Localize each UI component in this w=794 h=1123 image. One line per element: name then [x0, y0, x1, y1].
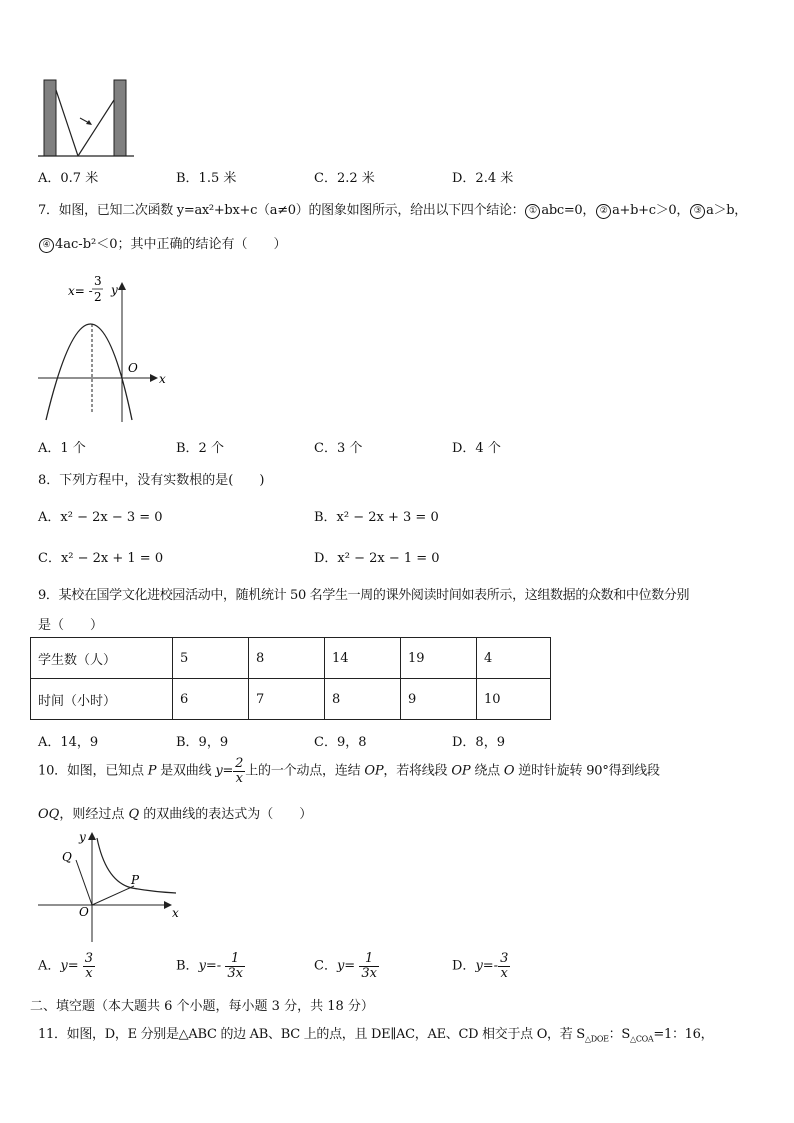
- q8-stem: 8．下列方程中，没有实数根的是( ): [38, 473, 265, 488]
- conclusion-3-text: a＞b，: [706, 203, 747, 218]
- table-cell: 4: [477, 638, 551, 679]
- q10-option-a: [38, 952, 95, 980]
- table-cell: 6: [173, 679, 249, 720]
- option-fraction: [498, 952, 510, 980]
- q7-symmetry-num: 3: [94, 274, 102, 288]
- q10-origin-label: O: [79, 905, 89, 919]
- fraction-numerator: 3: [84, 951, 94, 966]
- q7-stem: [38, 199, 747, 219]
- point-o-label: O: [503, 763, 515, 779]
- q10-option-d: [452, 952, 510, 980]
- q9-option-a: A．14，9: [38, 735, 99, 750]
- reading-time-table: [30, 637, 551, 720]
- fraction-numerator: 1: [231, 951, 240, 966]
- area-subscript-coa: △COA: [629, 1034, 654, 1044]
- q9-option-c: C．9，8: [314, 735, 367, 750]
- q6-option-a: A．0.7 米: [38, 171, 99, 186]
- q10-text-6: 逆时针旋转 90°得到线段: [518, 763, 660, 779]
- fraction-numerator: 2: [235, 756, 244, 771]
- point-p-label: P: [147, 763, 157, 779]
- q10-point-p: P: [131, 873, 140, 887]
- q10-text-1: 10．如图，已知点: [38, 763, 144, 779]
- segment-oq-label: OQ: [38, 807, 60, 822]
- table-cell: 8: [325, 679, 401, 720]
- option-fraction: [225, 952, 245, 980]
- q10-option-b: [176, 952, 245, 980]
- table-cell: 7: [249, 679, 325, 720]
- q7-option-a: A．1 个: [38, 441, 86, 456]
- q8-option-d: D．x² − 2x − 1 = 0: [314, 551, 440, 566]
- option-fraction: [359, 952, 379, 980]
- q10-text-4: ，若将线段: [383, 763, 448, 779]
- q10-option-c: [314, 952, 379, 980]
- q10-text-2: 是双曲线: [160, 763, 212, 779]
- option-letter: D．: [452, 958, 476, 974]
- conclusion-1-text: abc=0，: [541, 203, 596, 218]
- fraction-denominator: 3x: [361, 965, 377, 981]
- q6-option-b: B．1.5 米: [176, 171, 237, 186]
- q6-option-c: C．2.2 米: [314, 171, 375, 186]
- q9-option-b: B．9，9: [176, 735, 229, 750]
- fraction-denominator: 3x: [227, 965, 243, 981]
- conclusion-4-marker: ④: [39, 238, 54, 253]
- q11-text-2: ：S: [608, 1027, 630, 1042]
- q7-parabola-graph: [36, 268, 168, 424]
- table-cell: 9: [401, 679, 477, 720]
- q11-text-1: 11．如图，D，E 分别是△ABC 的边 AB、BC 上的点，且 DE∥AC，AE、CD 相交于点 O，若 S: [38, 1027, 585, 1042]
- table-cell: 19: [401, 638, 477, 679]
- fraction-numerator: 1: [365, 951, 374, 966]
- area-subscript-doe: △DOE: [584, 1034, 609, 1044]
- option-prefix: y=-: [198, 958, 222, 974]
- q10-stem-line2: [38, 803, 312, 822]
- table-cell: 5: [173, 638, 249, 679]
- hyperbola-fraction: [233, 757, 245, 785]
- q7-origin-label: O: [128, 361, 138, 375]
- option-prefix: y=: [60, 958, 79, 974]
- q7-symmetry-den: 2: [94, 290, 102, 304]
- table-row: [31, 638, 551, 679]
- q7-y-axis-label: y: [111, 283, 118, 297]
- option-letter: B．: [176, 958, 199, 974]
- q9-stem: 9．某校在国学文化进校园活动中，随机统计 50 名学生一周的课外阅读时间如表所示，这组数据的众数和中位数分别: [38, 588, 690, 603]
- option-prefix: y=: [336, 958, 356, 974]
- section-fill-in-heading: 二、填空题（本大题共 6 个小题，每小题 3 分，共 18 分）: [30, 999, 374, 1014]
- fraction-denominator: x: [498, 966, 510, 981]
- option-letter: A．: [38, 958, 61, 974]
- q7-option-c: C．3 个: [314, 441, 363, 456]
- conclusion-4-text: 4ac-b²＜0；其中正确的结论有（ ）: [55, 237, 287, 252]
- q10-text-5: 绕点: [474, 763, 500, 779]
- q9-option-d: D．8，9: [452, 735, 505, 750]
- conclusion-2-text: a+b+c＞0，: [612, 203, 690, 218]
- q10-hyperbola-graph: [36, 826, 184, 944]
- q10-stem: [38, 757, 660, 785]
- table-cell: 学生数（人）: [31, 638, 173, 679]
- q10-point-q: Q: [62, 850, 72, 864]
- q9-stem-line2: 是（ ）: [38, 618, 104, 633]
- conclusion-1-marker: ①: [525, 204, 540, 219]
- option-prefix: y=-: [475, 958, 499, 974]
- table-row: [31, 679, 551, 720]
- table-cell: 时间（小时）: [31, 679, 173, 720]
- q7-symmetry-prefix: x= -: [68, 284, 93, 298]
- segment-op-label-2: OP: [451, 763, 471, 779]
- hyperbola-y-eq: y=: [215, 763, 234, 779]
- segment-op-label: OP: [364, 763, 384, 779]
- table-cell: 10: [477, 679, 551, 720]
- fraction-numerator: 3: [500, 951, 509, 966]
- point-q-label: Q: [128, 807, 140, 822]
- conclusion-2-marker: ②: [596, 204, 611, 219]
- option-fraction: [83, 952, 95, 980]
- fraction-denominator: x: [233, 771, 245, 786]
- q8-option-c: C．x² − 2x + 1 = 0: [38, 551, 164, 566]
- table-cell: 14: [325, 638, 401, 679]
- q11-stem: [38, 1023, 713, 1044]
- q10-y-axis-label: y: [79, 830, 86, 844]
- conclusion-3-marker: ③: [690, 204, 705, 219]
- q7-option-d: D．4 个: [452, 441, 501, 456]
- q7-option-b: B．2 个: [176, 441, 224, 456]
- q10-x-axis-label: x: [172, 906, 179, 920]
- q11-text-3: =1：16，: [653, 1027, 714, 1042]
- q7-x-axis-label: x: [159, 372, 166, 386]
- q10-text-3: 上的一个动点，连结: [245, 763, 361, 779]
- fraction-denominator: x: [83, 966, 95, 981]
- q8-option-b: B．x² − 2x + 3 = 0: [314, 510, 439, 525]
- q7-stem-line2: [38, 233, 287, 253]
- q6-option-d: D．2.4 米: [452, 171, 514, 186]
- q10-text-8: 的双曲线的表达式为（ ）: [143, 807, 313, 822]
- q8-option-a: A．x² − 2x − 3 = 0: [38, 510, 163, 525]
- table-cell: 8: [249, 638, 325, 679]
- q10-text-7: ，则经过点: [59, 807, 125, 822]
- q7-stem-text: 7．如图，已知二次函数 y=ax²+bx+c（a≠0）的图象如图所示，给出以下四个结论：: [38, 203, 525, 218]
- q6-ladder-figure: [36, 76, 136, 160]
- option-letter: C．: [314, 958, 337, 974]
